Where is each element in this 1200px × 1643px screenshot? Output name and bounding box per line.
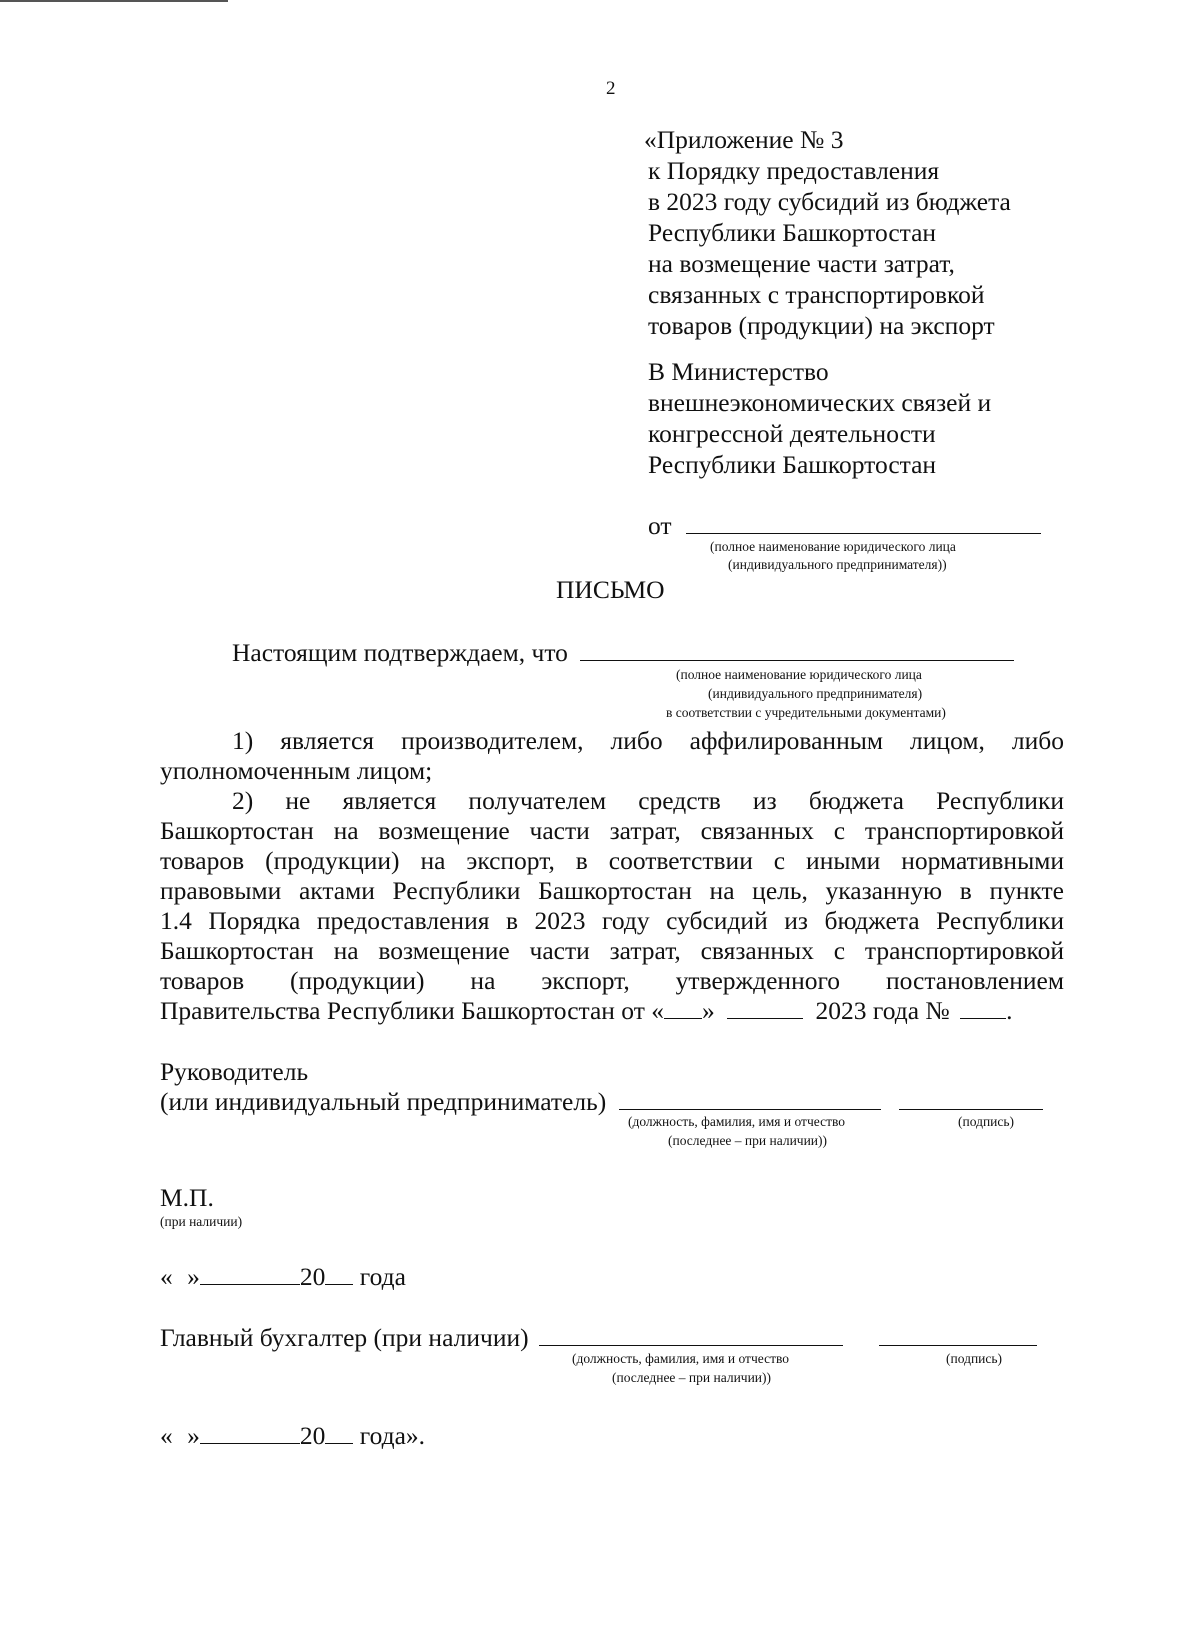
addressee-line: В Министерство xyxy=(648,357,829,386)
number-blank[interactable] xyxy=(960,996,1006,1019)
date2-century: 20 xyxy=(299,1421,326,1450)
date1-century: 20 xyxy=(299,1262,326,1291)
head-label-2: (или индивидуальный предприниматель) xyxy=(160,1087,607,1116)
date1-open: « xyxy=(160,1262,173,1291)
date1-word: года xyxy=(359,1262,406,1291)
accountant-label: Главный бухгалтер (при наличии) xyxy=(160,1323,529,1352)
item2-line: 1.4 Порядка предоставления в 2023 году субсидий из бюджета Республики xyxy=(160,906,1064,935)
annex-line: «Приложение № 3 xyxy=(644,125,844,154)
item1-line-2: уполномоченным лицом; xyxy=(160,756,433,785)
item2-line: правовыми актами Республики Башкортостан на цель, указанную в пункте xyxy=(160,876,1064,905)
head-line-2 xyxy=(160,1086,1043,1117)
annex-line: связанных с транспортировкой xyxy=(648,280,985,309)
accountant-line xyxy=(160,1322,1037,1353)
intro-caption-3: в соответствии с учредительными документами) xyxy=(666,705,946,720)
addressee-line: Республики Башкортостан xyxy=(648,450,937,479)
annex-line: Республики Башкортостан xyxy=(648,218,937,247)
head-caption-sign: (подпись) xyxy=(958,1114,1015,1129)
item2-last-mid: » xyxy=(702,996,715,1025)
date1-year-blank[interactable] xyxy=(325,1262,353,1285)
date2-open: « xyxy=(160,1421,173,1450)
accountant-caption-sign: (подпись) xyxy=(946,1351,1003,1366)
intro-caption-2: (индивидуального предпринимателя) xyxy=(708,686,923,701)
annex-line: на возмещение части затрат, xyxy=(648,249,955,278)
item2-last-prefix: Правительства Республики Башкортостан от « xyxy=(160,996,664,1025)
accountant-caption-1: (должность, фамилия, имя и отчество xyxy=(572,1351,790,1366)
addressee-line: внешнеэкономических связей и xyxy=(648,388,992,417)
date2-close: » xyxy=(187,1421,200,1450)
from-line xyxy=(648,510,1041,541)
item2-last-line xyxy=(160,995,1012,1026)
intro-blank[interactable] xyxy=(580,638,1014,661)
accountant-signature-blank[interactable] xyxy=(879,1323,1037,1346)
item1-line-1: 1) является производителем, либо аффилированным лицом, либо xyxy=(232,726,1064,755)
annex-line: товаров (продукции) на экспорт xyxy=(648,311,995,340)
head-label-1: Руководитель xyxy=(160,1057,309,1086)
addressee-line: конгрессной деятельности xyxy=(648,419,936,448)
head-name-blank[interactable] xyxy=(619,1087,881,1110)
from-blank[interactable] xyxy=(686,511,1041,534)
month-blank[interactable] xyxy=(727,996,803,1019)
accountant-caption-2: (последнее – при наличии)) xyxy=(612,1370,772,1385)
from-caption-1: (полное наименование юридического лица xyxy=(710,539,956,554)
date2-word: года». xyxy=(359,1421,426,1450)
stamp-caption: (при наличии) xyxy=(160,1214,243,1229)
day-blank[interactable] xyxy=(664,996,702,1019)
from-label: от xyxy=(648,511,672,540)
stamp-label: М.П. xyxy=(160,1183,214,1212)
page-number: 2 xyxy=(606,78,616,99)
head-caption-2: (последнее – при наличии)) xyxy=(668,1133,828,1148)
date-line-1 xyxy=(160,1261,406,1292)
item2-line: Башкортостан на возмещение части затрат, связанных с транспортировкой xyxy=(160,816,1064,845)
scan-edge-line xyxy=(0,0,228,2)
item2-line: Башкортостан на возмещение части затрат, связанных с транспортировкой xyxy=(160,936,1064,965)
from-caption-2: (индивидуального предпринимателя)) xyxy=(728,557,947,572)
date2-month-blank[interactable] xyxy=(200,1421,300,1444)
head-caption-1: (должность, фамилия, имя и отчество xyxy=(628,1114,846,1129)
annex-line: в 2023 году субсидий из бюджета xyxy=(648,187,1011,216)
date2-year-blank[interactable] xyxy=(325,1421,353,1444)
date1-month-blank[interactable] xyxy=(200,1262,300,1285)
document-title: ПИСЬМО xyxy=(556,575,665,604)
item2-line: товаров (продукции) на экспорт, утвержденного постановлением xyxy=(160,966,1064,995)
intro-text: Настоящим подтверждаем, что xyxy=(232,638,568,667)
annex-header xyxy=(644,124,1011,341)
intro-caption-1: (полное наименование юридического лица xyxy=(676,667,922,682)
accountant-name-blank[interactable] xyxy=(539,1323,843,1346)
item2-line: 2) не является получателем средств из бюджета Республики xyxy=(232,786,1064,815)
item2-last-end: . xyxy=(1006,996,1013,1025)
addressee-block xyxy=(648,356,991,480)
item2-line: товаров (продукции) на экспорт, в соответствии с иными нормативными xyxy=(160,846,1064,875)
item2-last-year: 2023 года № xyxy=(815,996,950,1025)
date-line-2 xyxy=(160,1420,425,1451)
intro-line xyxy=(232,637,1014,668)
head-signature-blank[interactable] xyxy=(899,1087,1043,1110)
date1-close: » xyxy=(187,1262,200,1291)
annex-line: к Порядку предоставления xyxy=(648,156,940,185)
